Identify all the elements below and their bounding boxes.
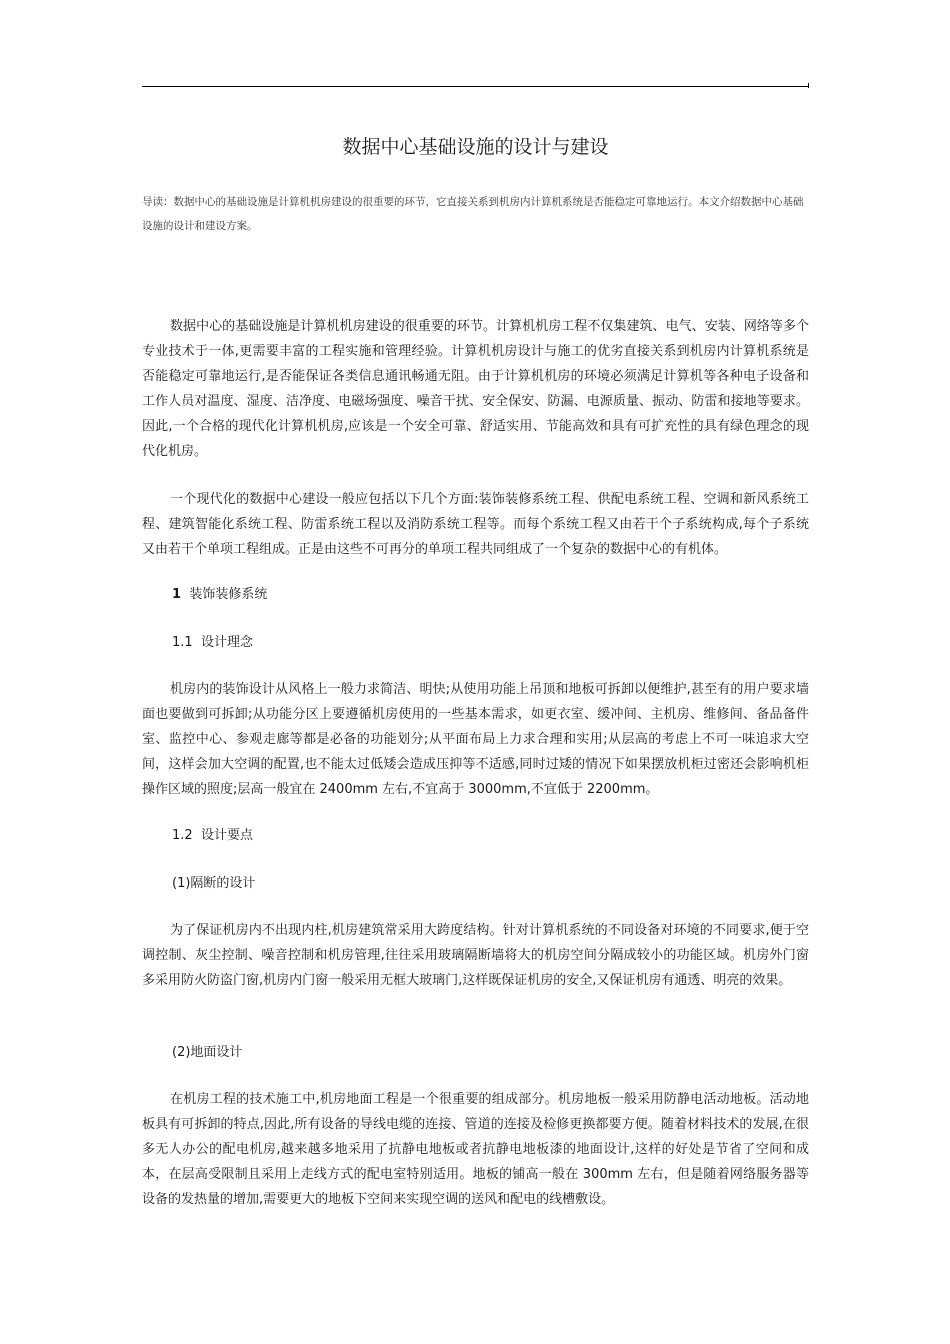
paragraph-2: 一个现代化的数据中心建设一般应包括以下几个方面:装饰装修系统工程、供配电系统工程、空调和新风系统工程、建筑智能化系统工程、防雷系统工程以及消防系统工程等。而每个系统工程又由若干个子系统构成,每个子系统又由若干个单项工程组成。正是由这些不可再分的单项工程共同组成了一个复杂的数据中心的有机体。 xyxy=(142,492,809,557)
heading-1-2-number: 1.2 xyxy=(172,828,193,843)
heading-1-1-text: 设计理念 xyxy=(200,635,253,650)
heading-1-text: 装饰装修系统 xyxy=(189,587,268,602)
heading-1-1-number: 1.1 xyxy=(172,635,193,650)
heading-1-1 xyxy=(172,633,253,653)
heading-1-number: 1 xyxy=(172,587,182,602)
paragraph-5: 在机房工程的技术施工中,机房地面工程是一个很重要的组成部分。机房地板一般采用防静电活动地板。活动地板具有可拆卸的特点,因此,所有设备的导线电缆的连接、管道的连接及检修更换都要方便。随着材料技术的发展,在很多无人办公的配电机房,越来越多地采用了抗静电地板或者抗静电地板漆的地面设计,这样的好处是节省了空间和成本，在层高受限制且采用上走线方式的配电室特别适用。地板的铺高一般在 300mm 左右，但是随着网络服务器等设备的发热量的增加,需要更大的地板下空间来实现空调的送风和配电的线槽敷设。 xyxy=(142,1092,809,1207)
document-intro: 导读：数据中心的基础设施是计算机机房建设的很重要的环节，它直接关系到机房内计算机系统是否能稳定可靠地运行。本文介绍数据中心基础设施的设计和建设方案。 xyxy=(142,196,804,232)
document-title: 数据中心基础设施的设计与建设 xyxy=(342,136,609,158)
header-rule-tick xyxy=(808,83,809,88)
paragraph-3: 机房内的装饰设计从风格上一般力求简洁、明快;从使用功能上吊顶和地板可拆卸以便维护,甚至有的用户要求墙面也要做到可拆卸;从功能分区上要遵循机房使用的一些基本需求，如更衣室、缓冲间、主机房、维修间、备品备件室、监控中心、参观走廊等都是必备的功能划分;从平面布局上力求合理和实用;从层高的考虑上不可一味追求大空间，这样会加大空调的配置,也不能太过低矮会造成压抑等不适感,同时过矮的情况下如果摆放机柜过密还会影响机柜操作区域的照度;层高一般宜在 2400mm 左右,不宜高于 3000mm,不宜低于 2200mm。 xyxy=(142,682,809,797)
paragraph-4: 为了保证机房内不出现内柱,机房建筑常采用大跨度结构。针对计算机系统的不同设备对环境的不同要求,便于空调控制、灰尘控制、噪音控制和机房管理,往往采用玻璃隔断墙将大的机房空间分隔成较小的功能区域。机房外门窗多采用防火防盗门窗,机房内门窗一般采用无框大玻璃门,这样既保证机房的安全,又保证机房有通透、明亮的效果。 xyxy=(142,923,809,988)
heading-1-2-text: 设计要点 xyxy=(200,828,253,843)
heading-1 xyxy=(172,585,267,605)
subheading-partition: (1)隔断的设计 xyxy=(172,876,256,891)
header-rule xyxy=(142,86,809,87)
paragraph-1: 数据中心的基础设施是计算机机房建设的很重要的环节。计算机机房工程不仅集建筑、电气、安装、网络等多个专业技术于一体,更需要丰富的工程实施和管理经验。计算机机房设计与施工的优劣直接关系到机房内计算机系统是否能稳定可靠地运行,是否能保证各类信息通讯畅通无阻。由于计算机机房的环境必须满足计算机等各种电子设备和工作人员对温度、湿度、洁净度、电磁场强度、噪音干扰、安全保安、防漏、电源质量、振动、防雷和接地等要求。因此,一个合格的现代化计算机机房,应该是一个安全可靠、舒适实用、节能高效和具有可扩充性的具有绿色理念的现代化机房。 xyxy=(142,319,809,459)
heading-1-2 xyxy=(172,826,253,846)
subheading-floor: (2)地面设计 xyxy=(172,1045,243,1060)
